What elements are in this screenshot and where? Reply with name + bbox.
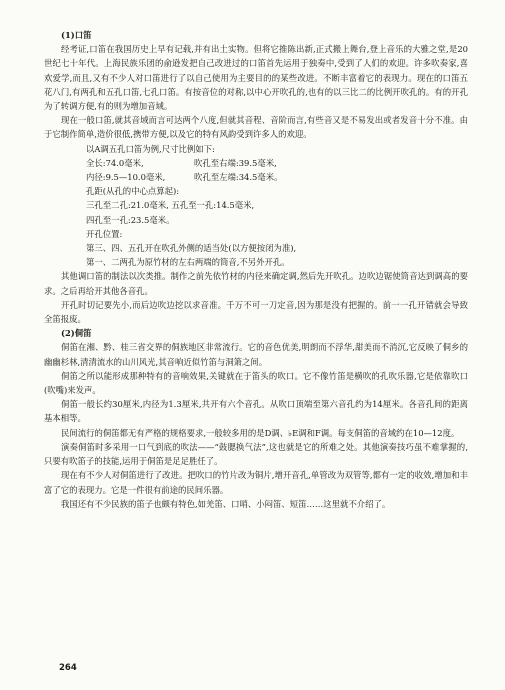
paragraph: 我国还有不少民族的笛子也颇有特色,如羌笛、口哨、小闷笛、短笛……这里就不介绍了。: [61, 498, 391, 509]
paragraph: 侗笛一般长约30厘米,内径为1.3厘米,共开有六个音孔。从吹口顶端至第六音孔约为14厘米。各音孔间的距离基本相等。: [44, 399, 468, 424]
spec-hole-distance: 四孔至一孔:23.5毫米。: [86, 214, 175, 225]
spec-row: [86, 156, 466, 170]
spec-hole-distance-title: 孔距(从孔的中心点算起):: [86, 186, 180, 197]
section-title-koudi: (1)口笛: [61, 30, 92, 40]
page-body: [44, 28, 468, 511]
paragraph: 现在有不少人对侗笛进行了改进。把吹口的竹片改为铜片,增开音孔,单管改为双管等,都有一定的收效,增加和丰富了它的表现力。它是一件很有前途的民间乐器。: [44, 470, 468, 495]
paragraph: 侗笛在湘、黔、桂三省交界的侗族地区非常流行。它的音色优美,明朗而不浮华,甜美而不消沉,它反映了侗乡的幽幽杉林,清清流水的山川风光,其音响近似竹笛与洞箫之间。: [44, 342, 468, 367]
spec-hole-to-left: 吹孔至左端:34.5毫米。: [194, 172, 283, 183]
paragraph: 侗笛之所以能形成那种特有的音响效果,关键就在于笛头的吹口。它不像竹笛是横吹的孔吹乐器,它是依靠吹口(吹嘴)来发声。: [44, 370, 468, 396]
dimension-spec-list: [86, 142, 466, 270]
paragraph: 经考证,口笛在我国历史上早有记载,并有出土实物。但将它推陈出新,正式搬上舞台,登上音乐的大雅之堂,是20世纪七十年代。上海民族乐团的俞逊发把自己改进过的口笛首先运用于独奏中,受到了人们的欢迎。许多吹奏家,喜欢爱学,而且,又有不少人对口笛进行了以自己使用为主要目的的某些改进。不断丰富着它的表现力。现在的口笛五花八门,有两孔和五孔口笛,七孔口笛。有按音位的对称,以中心开吹孔的,也有的以三比二的比例开吹孔的。有的开孔为了转调方便,有的则为增加音域。: [44, 44, 468, 112]
spec-inner-diameter: 内径:9.5—10.0毫米,: [86, 172, 166, 183]
spec-hole-to-right: 吹孔至右端:39.5毫米,: [194, 157, 277, 168]
page-number: 264: [59, 663, 77, 673]
paragraph: 演奏侗笛时多采用一口气到底的吹法——“鼓腮换气法”,这也就是它的所难之处。其他演奏技巧虽不难掌握的,只要有吹笛子的技能,运用于侗笛是足足胜任了。: [44, 441, 468, 467]
paragraph: 其他调口笛的制法以次类推。制作之前先依竹材的内径来确定调,然后先开吹孔。边吹边锯使筒音达到调高的要求。之后再给开其他各音孔。: [44, 271, 468, 296]
paragraph: 开孔时切记要先小,而后边吹边挖以求音准。千万不可一刀定音,因为那是没有把握的。前一一孔开错就会导致全笛报废。: [44, 299, 468, 325]
spec-hole-distance: 三孔至二孔:21.0毫米, 五孔至一孔:14.5毫米,: [86, 200, 255, 211]
section-title-dongdi: (2)侗笛: [61, 328, 92, 339]
spec-position-title: 开孔位置:: [86, 228, 123, 239]
spec-intro: 以A调五孔口笛为例,尺寸比例如下:: [86, 143, 215, 154]
paragraph: 现在一般口笛,就其音域而言可达两个八度,但就其音程、音阶而言,有些音又是不易发出或者发音十分不准。由于它制作简单,造价很低,携带方便,以及它的特有风韵受到许多人的欢迎。: [44, 115, 468, 140]
paragraph: 民间流行的侗笛都无有严格的规格要求,一般较多用的是D调、♭E调和F调。每支侗笛的音域约在10—12度。: [61, 427, 460, 438]
spec-total-length: 全长:74.0毫米,: [86, 157, 144, 168]
spec-position: 第三、四、五孔开在吹孔外侧的适当处(以方便按闭为准),: [86, 243, 297, 254]
spec-position: 第一、二两孔为原竹材的左右两端的筒音,不另外开孔。: [86, 257, 290, 268]
spec-row: [86, 170, 466, 184]
